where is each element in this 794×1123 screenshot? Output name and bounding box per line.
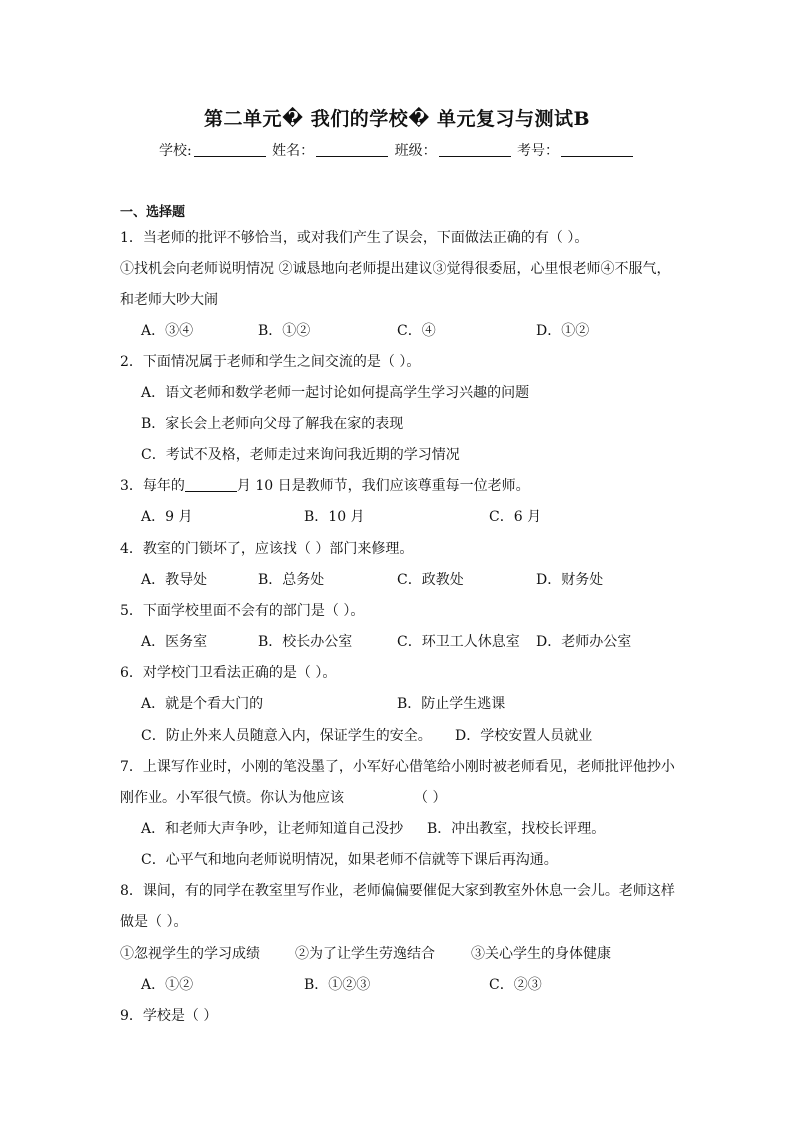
q7-option-a[interactable]: A．和老师大声争吵，让老师知道自己没抄	[141, 821, 404, 837]
number-blank[interactable]	[561, 142, 633, 157]
q4-stem: 4．教室的门锁坏了，应该找（ ）部门来修理。	[120, 541, 414, 557]
name-blank[interactable]	[316, 142, 388, 157]
q5-option-b[interactable]: B．校长办公室	[258, 634, 353, 650]
q4-option-c[interactable]: C．政教处	[397, 572, 464, 588]
q8-option-a[interactable]: A．①②	[141, 977, 194, 993]
q3-stem	[120, 477, 530, 495]
q5-option-a[interactable]: A．医务室	[141, 634, 208, 650]
q1-statements-cont: 和老师大吵大闹	[120, 292, 218, 308]
q6-option-c[interactable]: C．防止外来人员随意入内，保证学生的安全。	[141, 728, 432, 744]
q3-stem-pre: 3．每年的	[120, 478, 185, 494]
name-label: 姓名：	[272, 143, 315, 159]
q3-fill-blank[interactable]	[185, 477, 237, 492]
school-blank[interactable]	[194, 142, 266, 157]
number-label: 考号：	[517, 143, 560, 159]
q7-option-c[interactable]: C．心平气和地向老师说明情况，如果老师不信就等下课后再沟通。	[141, 852, 558, 868]
q2-option-a[interactable]: A．语文老师和数学老师一起讨论如何提高学生学习兴趣的问题	[141, 385, 530, 401]
page-title: 第二单元� 我们的学校� 单元复习与测试B	[203, 108, 591, 130]
q6-option-a[interactable]: A．就是个看大门的	[141, 696, 264, 712]
q1-option-c[interactable]: C．④	[397, 323, 436, 339]
q2-option-b[interactable]: B．家长会上老师向父母了解我在家的表现	[141, 416, 404, 432]
q8-stem-cont: 做是（ ）。	[120, 914, 188, 930]
student-info-line	[0, 140, 794, 160]
q8-option-b[interactable]: B．①②③	[304, 977, 371, 993]
q5-option-c[interactable]: C．环卫工人休息室	[397, 634, 520, 650]
q9-stem: 9．学校是（ ）	[120, 1008, 218, 1024]
q6-option-d[interactable]: D．学校安置人员就业	[455, 728, 593, 744]
q5-option-d[interactable]: D．老师办公室	[536, 634, 632, 650]
q2-option-c[interactable]: C．考试不及格，老师走过来询问我近期的学习情况	[141, 447, 460, 463]
class-label: 班级：	[394, 143, 437, 159]
q7-stem: 7．上课写作业时，小刚的笔没墨了，小军好心借笔给小刚时被老师看见，老师批评他抄小	[120, 759, 675, 775]
q1-statements: ①找机会向老师说明情况 ②诚恳地向老师提出建议③觉得很委屈，心里恨老师④不服气，	[120, 261, 671, 277]
q8-stem: 8．课间，有的同学在教室里写作业，老师偏偏要催促大家到教室外休息一会儿。老师这样	[120, 883, 675, 899]
q7-stem-cont: 刚作业。小军很气愤。你认为他应该	[120, 790, 344, 806]
q1-option-a[interactable]: A．③④	[141, 323, 194, 339]
q8-option-c[interactable]: C．②③	[489, 977, 542, 993]
q7-option-b[interactable]: B．冲出教室，找校长评理。	[427, 821, 606, 837]
q6-option-b[interactable]: B．防止学生逃课	[397, 696, 506, 712]
q3-stem-post: 月 10 日是教师节，我们应该尊重每一位老师。	[236, 478, 530, 494]
q2-stem: 2．下面情况属于老师和学生之间交流的是（ ）。	[120, 354, 421, 370]
q4-option-a[interactable]: A．教导处	[141, 572, 208, 588]
q4-option-b[interactable]: B．总务处	[258, 572, 325, 588]
q3-option-c[interactable]: C．6 月	[489, 509, 542, 525]
section-title: 一、选择题	[120, 205, 186, 220]
q8-statement-2: ②为了让学生劳逸结合	[295, 946, 435, 962]
q7-answer-paren: （ ）	[414, 790, 447, 806]
q5-stem: 5．下面学校里面不会有的部门是（ ）。	[120, 603, 365, 619]
q1-stem: 1．当老师的批评不够恰当，或对我们产生了误会，下面做法正确的有（ ）。	[120, 230, 589, 246]
school-label: 学校:	[158, 143, 192, 159]
class-blank[interactable]	[439, 142, 511, 157]
q3-option-b[interactable]: B．10 月	[304, 509, 365, 525]
q1-option-d[interactable]: D．①②	[536, 323, 590, 339]
q3-option-a[interactable]: A．9 月	[141, 509, 193, 525]
q6-stem: 6．对学校门卫看法正确的是（ ）。	[120, 665, 337, 681]
q8-statement-3: ③关心学生的身体健康	[471, 946, 611, 962]
q1-option-b[interactable]: B．①②	[258, 323, 311, 339]
q4-option-d[interactable]: D．财务处	[536, 572, 604, 588]
q8-statement-1: ①忽视学生的学习成绩	[120, 946, 260, 962]
